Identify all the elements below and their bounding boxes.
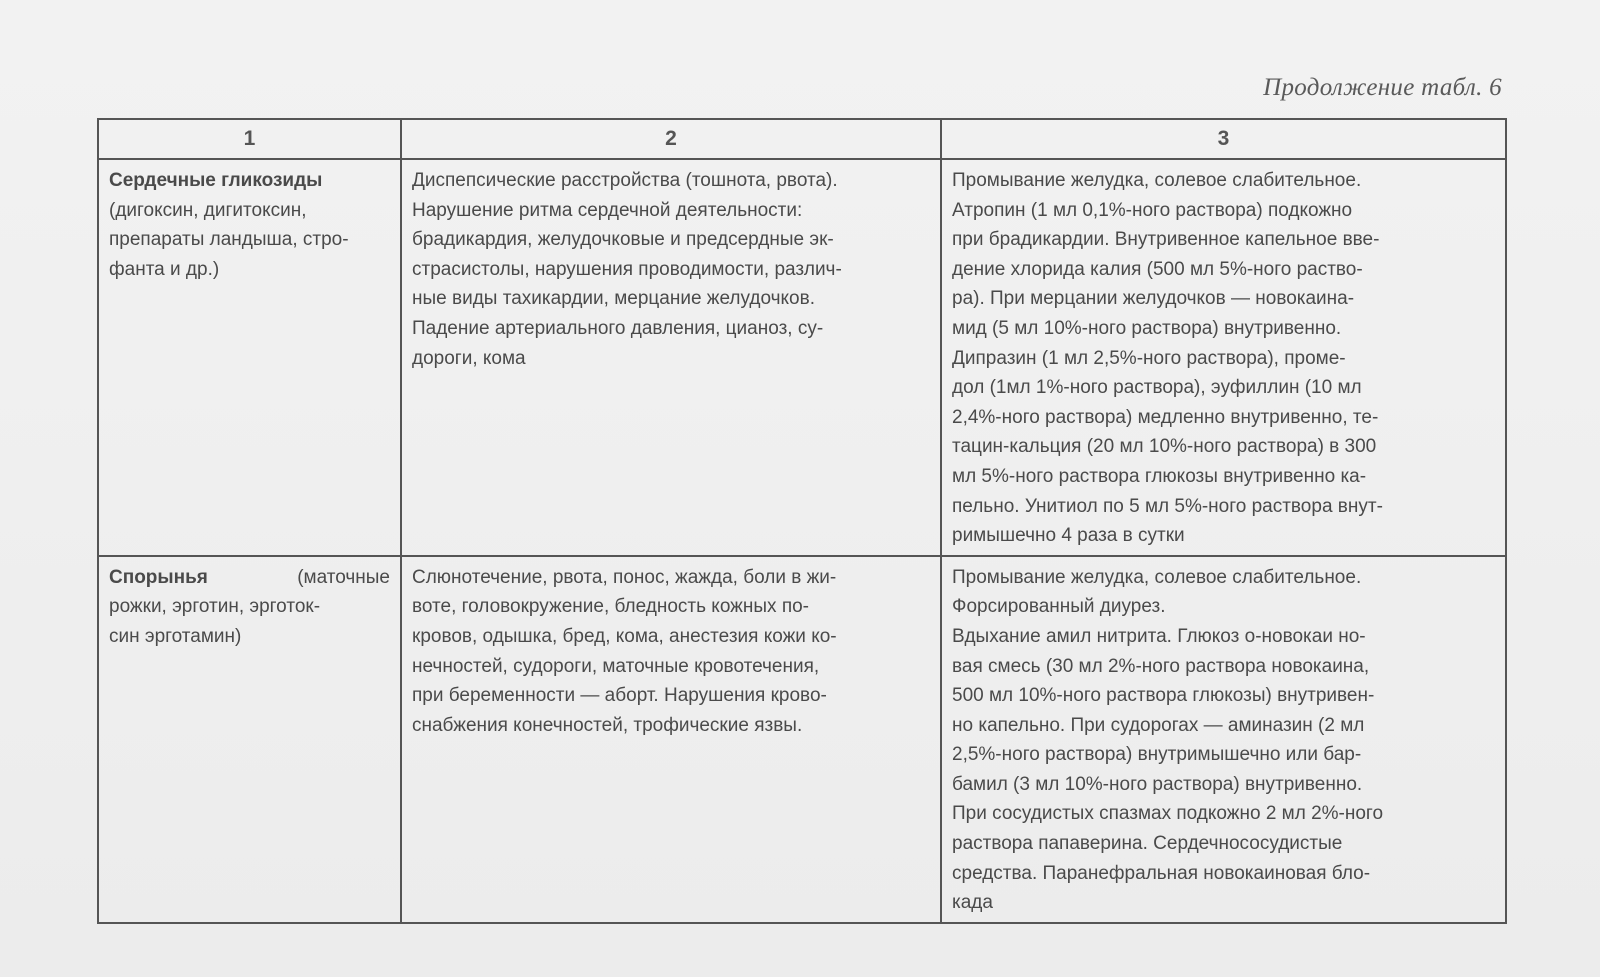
substance-detail-line: фанта и др.) [109,258,220,280]
column-header-1: 1 [98,119,401,159]
symptoms-line: Падение артериального давления, цианоз, су- [412,317,824,339]
treatment-line: раствора папаверина. Сердечнососудистые [952,833,1343,855]
treatment-line: но капельно. При судорогах — аминазин (2 мл [952,714,1365,736]
substance-cell [98,556,401,923]
symptoms-line: дороги, кома [412,347,526,369]
column-header-3: 3 [941,119,1506,159]
substance-detail-line: (маточные [297,566,390,588]
symptoms-line: нечностей, судороги, маточные кровотечения, [412,655,820,677]
symptoms-line: страсистолы, нарушения проводимости, различ- [412,258,842,280]
symptoms-line: снабжения конечностей, трофические язвы. [412,714,803,736]
symptoms-line: Диспепсические расстройства (тошнота, рвота). [412,170,838,191]
substance-cell [98,159,401,556]
treatment-line: дол (1мл 1%-ного раствора), эуфиллин (10 мл [952,377,1362,399]
treatment-line: Форсированный диурез. [952,596,1166,618]
treatment-line: бамил (3 мл 10%-ного раствора) внутривенно. [952,773,1363,795]
treatment-line: Промывание желудка, солевое слабительное. [952,566,1362,588]
treatment-line: при брадикардии. Внутривенное капельное вве- [952,229,1380,251]
treatment-line: римышечно 4 раза в сутки [952,525,1185,547]
symptoms-cell [401,556,941,923]
treatment-line: Промывание желудка, солевое слабительное. [952,170,1362,191]
poisoning-table [97,118,1507,924]
treatment-line: мид (5 мл 10%-ного раствора) внутривенно. [952,317,1342,339]
substance-detail-line: син эрготамин) [109,625,242,647]
table-caption: Продолжение табл. 6 [1263,74,1502,101]
treatment-line: тацин-кальция (20 мл 10%-ного раствора) в 300 [952,436,1377,458]
substance-name: Спорынья [109,566,208,588]
treatment-line: 2,4%-ного раствора) медленно внутривенно, те- [952,406,1379,428]
treatment-cell [941,556,1506,923]
column-header-2: 2 [401,119,941,159]
treatment-line: мл 5%-ного раствора глюкозы внутривенно ка- [952,465,1367,487]
treatment-line: када [952,892,993,914]
symptoms-line: Слюнотечение, рвота, понос, жажда, боли в жи- [412,566,837,588]
substance-detail-line: рожки, эрготин, эрготок- [109,596,321,618]
treatment-line: дение хлорида калия (500 мл 5%-ного раство- [952,258,1363,280]
symptoms-line: брадикардия, желудочковые и предсердные эк- [412,229,834,251]
treatment-line: Дипразин (1 мл 2,5%-ного раствора), проме- [952,347,1346,369]
symptoms-line: воте, головокружение, бледность кожных по- [412,596,809,618]
substance-name: Сердечные гликозиды [109,170,323,191]
symptoms-line: кровов, одышка, бред, кома, анестезия кожи ко- [412,625,837,647]
symptoms-line: Нарушение ритма сердечной деятельности: [412,199,803,221]
treatment-cell [941,159,1506,556]
treatment-line: 500 мл 10%-ного раствора глюкозы) внутривен- [952,685,1375,707]
header-row [98,119,1506,159]
table-row [98,556,1506,923]
treatment-line: вая смесь (30 мл 2%-ного раствора новокаина, [952,655,1370,677]
substance-detail-line: препараты ландыша, стро- [109,229,349,251]
treatment-line: ра). При мерцании желудочков — новокаина- [952,288,1355,310]
treatment-line: Вдыхание амил нитрита. Глюкоз о-новокаи но- [952,625,1366,647]
symptoms-line: при беременности — аборт. Нарушения крово- [412,685,827,707]
treatment-line: Атропин (1 мл 0,1%-ного раствора) подкожно [952,199,1353,221]
treatment-line: пельно. Унитиол по 5 мл 5%-ного раствора внут- [952,495,1383,517]
treatment-line: При сосудистых спазмах подкожно 2 мл 2%-ного [952,803,1384,825]
table-row [98,159,1506,556]
symptoms-line: ные виды тахикардии, мерцание желудочков. [412,288,815,310]
substance-detail-line: (дигоксин, дигитоксин, [109,199,307,221]
treatment-line: 2,5%-ного раствора) внутримышечно или бар- [952,744,1362,766]
treatment-line: средства. Паранефральная новокаиновая бло- [952,862,1371,884]
symptoms-cell [401,159,941,556]
